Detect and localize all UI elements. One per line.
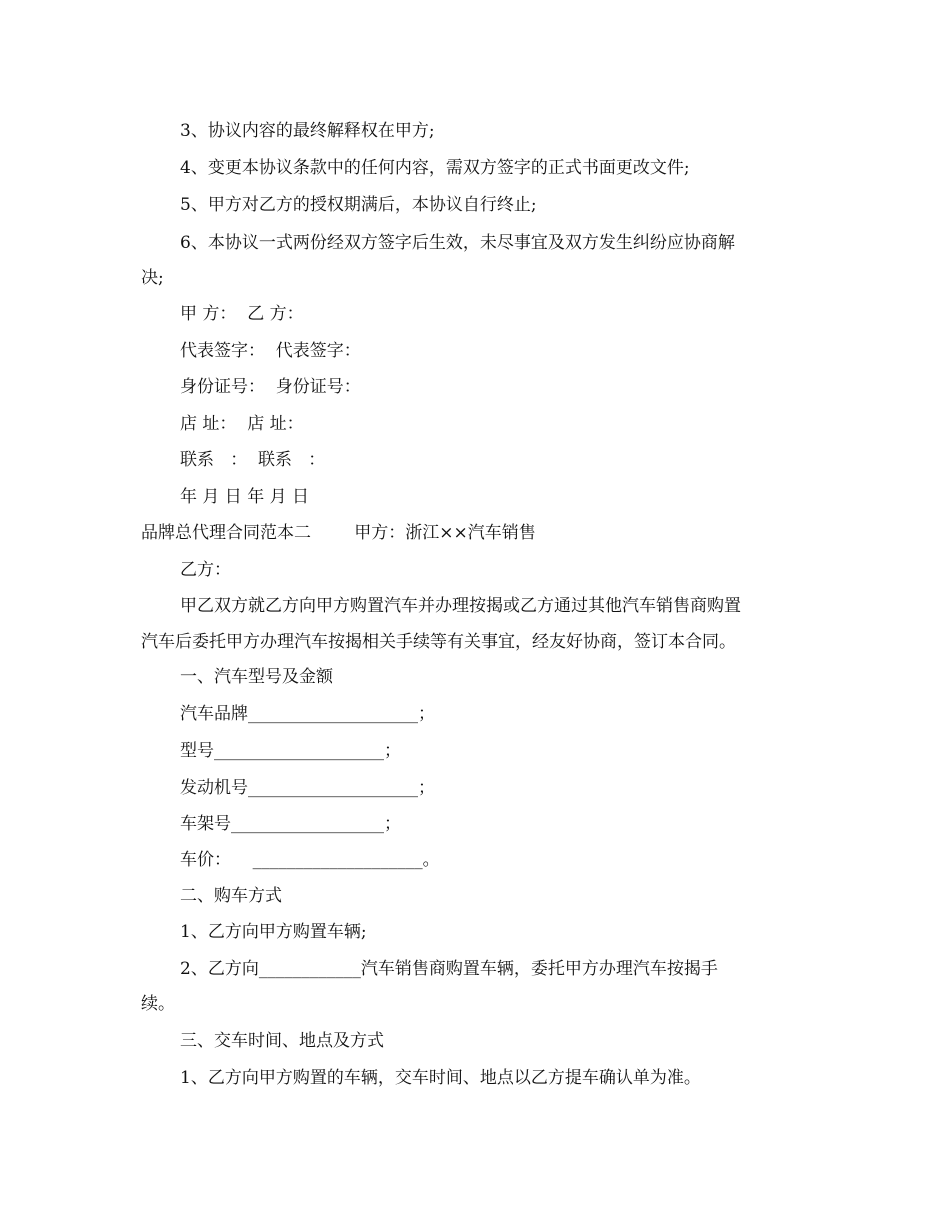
clause-6-line2: 决; [141,268,164,288]
id-number-line: 身份证号： 身份证号： [180,377,361,397]
engine-field: 发动机号____________________； [180,778,435,798]
brand-field: 汽车品牌____________________； [180,704,435,724]
intro-line1: 甲乙双方就乙方向甲方购置汽车并办理按揭或乙方通过其他汽车销售商购置 [180,596,741,616]
party-b-line: 乙方： [180,560,231,580]
address-line: 店 址： 店 址： [180,414,304,434]
section2-item2-line1: 2、乙方向____________汽车销售商购置车辆，委托甲方办理汽车按揭手 [180,959,718,979]
parties-line: 甲 方： 乙 方： [180,304,304,324]
section3-title: 三、交车时间、地点及方式 [180,1031,384,1051]
model-field: 型号____________________； [180,741,401,761]
clause-6-line1: 6、本协议一式两份经双方签字后生效，未尽事宜及双方发生纠纷应协商解 [180,233,735,253]
section2-item1: 1、乙方向甲方购置车辆; [180,922,367,942]
price-field: 车价： ____________________。 [180,850,440,870]
frame-field: 车架号__________________； [180,814,401,834]
contract2-heading: 品牌总代理合同范本二 甲方：浙江××汽车销售 [141,523,536,543]
rep-sign-line: 代表签字： 代表签字： [180,341,361,361]
intro-line2: 汽车后委托甲方办理汽车按揭相关手续等有关事宜，经友好协商，签订本合同。 [141,632,736,652]
clause-5: 5、甲方对乙方的授权期满后，本协议自行终止; [180,195,537,215]
clause-4: 4、变更本协议条款中的任何内容，需双方签字的正式书面更改文件; [180,158,690,178]
contact-line: 联系 ： 联系 ： [180,450,326,470]
section1-title: 一、汽车型号及金额 [180,667,333,687]
section2-title: 二、购车方式 [180,886,282,906]
clause-3: 3、协议内容的最终解释权在甲方; [180,121,435,141]
section2-item2-line2: 续。 [141,994,175,1014]
date-line: 年 月 日 年 月 日 [180,487,310,507]
section3-item1: 1、乙方向甲方购置的车辆，交车时间、地点以乙方提车确认单为准。 [180,1068,701,1088]
